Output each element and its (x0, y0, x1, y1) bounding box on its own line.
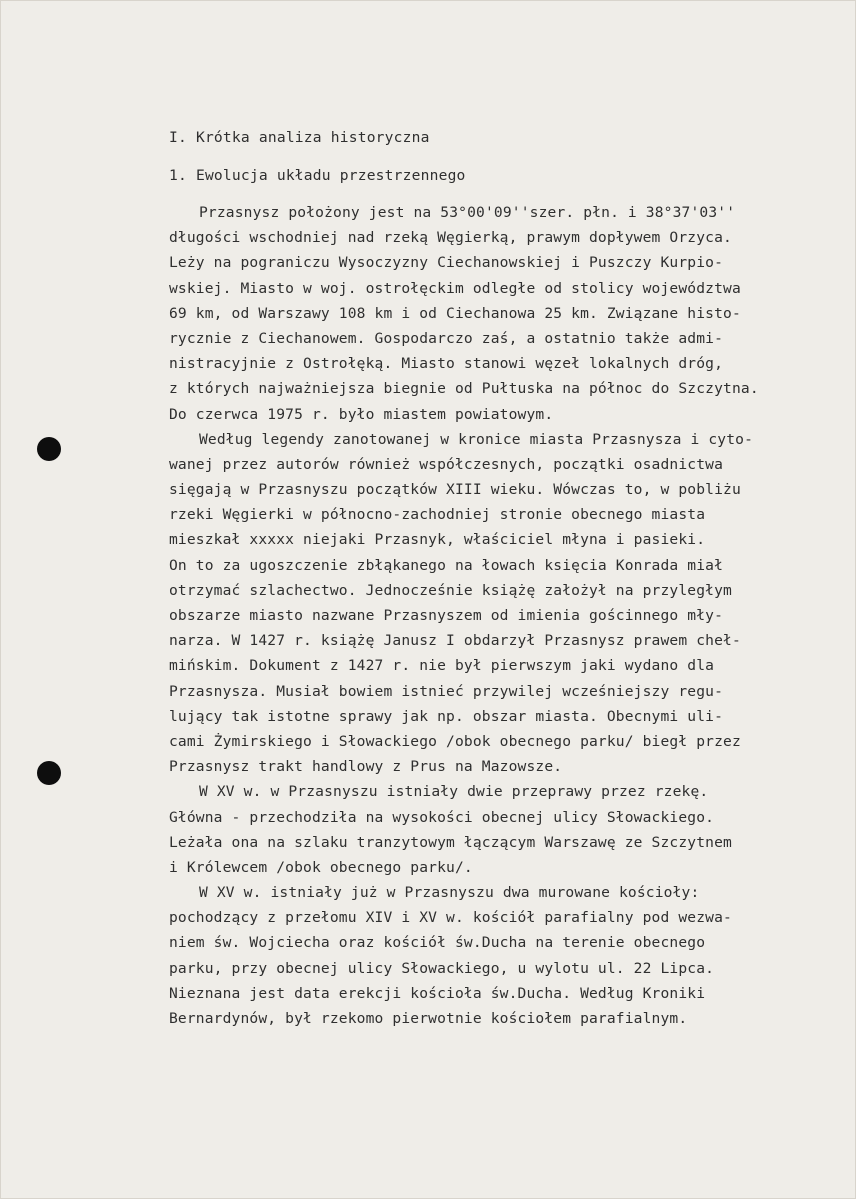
text-line: Przasnysza. Musiał bowiem istnieć przywilej wcześniejszy regu- (169, 682, 724, 700)
text-line: W XV w. istniały już w Przasnyszu dwa murowane kościoły: (199, 884, 700, 902)
text-line: rycznie z Ciechanowem. Gospodarczo zaś, a ostatnio także admi- (169, 329, 724, 347)
text-line: Według legendy zanotowanej w kronice miasta Przasnysza i cyto- (199, 430, 754, 448)
text-line: 69 km, od Warszawy 108 km i od Ciechanowa 25 km. Związane histo- (169, 304, 741, 322)
text-line: On to za ugoszczenie zbłąkanego na łowach księcia Konrada miał (169, 556, 724, 574)
text-line: wskiej. Miasto w woj. ostrołęckim odległe od stolicy województwa (169, 279, 741, 297)
text-line: Przasnysz trakt handlowy z Prus na Mazowsze. (169, 758, 563, 776)
text-line: mieszkał xxxxx niejaki Przasnyk, właściciel młyna i pasieki. (169, 531, 706, 549)
text-line: Przasnysz położony jest na 53°00'09''szer. płn. i 38°37'03'' (199, 204, 736, 221)
text-line: długości wschodniej nad rzeką Węgierką, prawym dopływem Orzyca. (169, 229, 732, 247)
text-line: Leży na pograniczu Wysoczyzny Ciechanowskiej i Puszczy Kurpio- (169, 254, 724, 272)
text-line: z których najważniejsza biegnie od Pułtuska na północ do Szczytna. (169, 380, 759, 398)
text-line: obszarze miasto nazwane Przasnyszem od imienia gościnnego mły- (169, 607, 724, 624)
text-line: i Królewcem /obok obecnego parku/. (169, 858, 473, 876)
text-line: otrzymać szlachectwo. Jednocześnie książę założył na przyległym (169, 581, 732, 599)
text-line: Główna - przechodziła na wysokości obecnej ulicy Słowackiego. (169, 808, 715, 826)
text-line: rzeki Węgierki w północno-zachodniej stronie obecnego miasta (169, 506, 706, 524)
text-line: lujący tak istotne sprawy jak np. obszar miasta. Obecnymi uli- (169, 707, 724, 725)
text-line: cami Żymirskiego i Słowackiego /obok obecnego parku/ biegł przez (169, 732, 741, 750)
section-heading: I. Krótka analiza historyczna (169, 129, 430, 146)
text-line: pochodzący z przełomu XIV i XV w. kościół parafialny pod wezwa- (169, 909, 732, 927)
punch-hole-bottom (37, 761, 61, 785)
text-line: sięgają w Przasnyszu początków XIII wieku. Wówczas to, w pobliżu (169, 481, 741, 499)
punch-hole-top (37, 437, 61, 461)
text-line: mińskim. Dokument z 1427 r. nie był pierwszym jaki wydano dla (169, 657, 715, 675)
text-line: Nieznana jest data erekcji kościoła św.Ducha. Według Kroniki (169, 984, 706, 1002)
text-line: W XV w. w Przasnyszu istniały dwie przeprawy przez rzekę. (199, 783, 709, 801)
text-line: nistracyjnie z Ostrołęką. Miasto stanowi węzeł lokalnych dróg, (169, 355, 724, 373)
text-line: Leżała ona na szlaku tranzytowym łączącym Warszawę ze Szczytnem (169, 833, 732, 851)
subsection-heading: 1. Ewolucja układu przestrzennego (169, 167, 466, 184)
text-line: wanej przez autorów również współczesnych, początki osadnictwa (169, 455, 724, 473)
text-line: narza. W 1427 r. książę Janusz I obdarzył Przasnysz prawem cheł- (169, 632, 741, 650)
body-text (169, 200, 849, 1031)
text-line: Bernardynów, był rzekomo pierwotnie kościołem parafialnym. (169, 1010, 688, 1027)
text-line: Do czerwca 1975 r. było miastem powiatowym. (169, 405, 554, 423)
text-line: niem św. Wojciecha oraz kościół św.Ducha na terenie obecnego (169, 934, 706, 952)
text-line: parku, przy obecnej ulicy Słowackiego, u wylotu ul. 22 Lipca. (169, 959, 715, 977)
